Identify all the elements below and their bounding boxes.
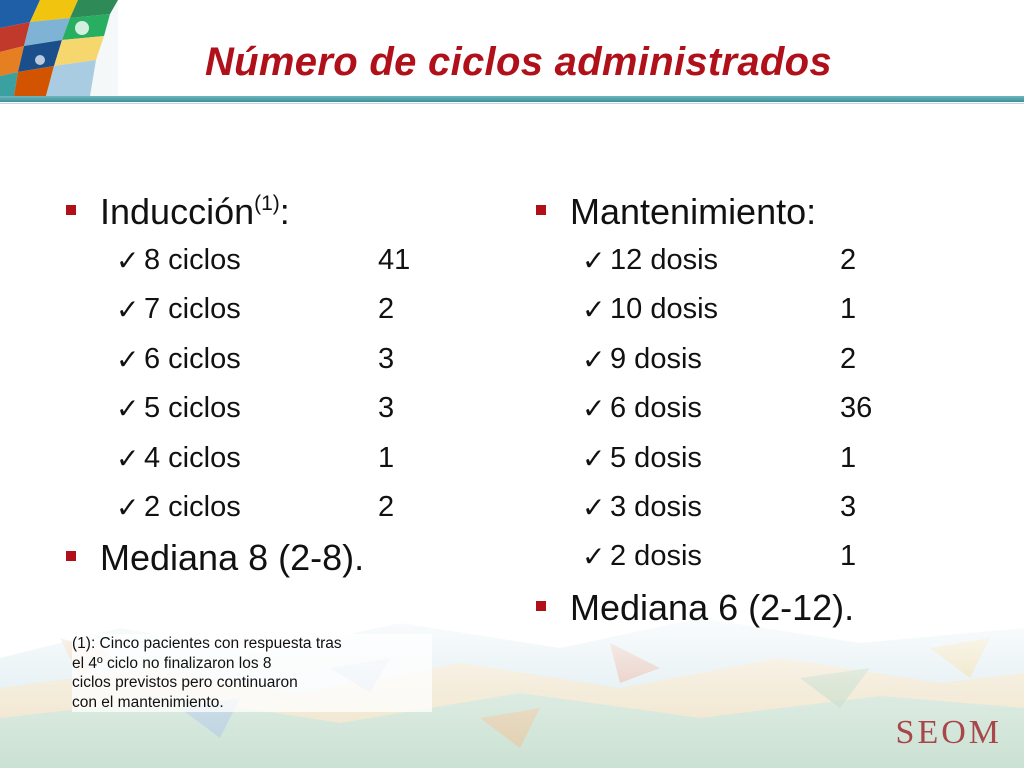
checkmark-icon: ✓ (116, 491, 140, 523)
item-label: 7 ciclos (144, 293, 241, 326)
checkmark-icon: ✓ (116, 442, 140, 474)
induction-median-text: Mediana 8 (2-8). (100, 537, 365, 579)
seom-logo: SEOM (895, 714, 1002, 751)
maintenance-heading-label: Mantenimiento: (570, 191, 817, 232)
mosaic-logo-icon (0, 0, 118, 96)
list-item (116, 434, 395, 483)
induction-list (116, 236, 411, 532)
list-item (116, 335, 395, 384)
footnote-line: el 4º ciclo no finalizaron los 8 (72, 654, 272, 672)
item-value: 2 (378, 293, 395, 326)
list-item (582, 483, 857, 532)
square-bullet-icon (66, 205, 76, 215)
item-label: 3 dosis (610, 490, 702, 523)
footnote-line: ciclos previstos pero continuaron (72, 674, 298, 691)
checkmark-icon: ✓ (582, 491, 606, 523)
item-label: 4 ciclos (144, 441, 241, 474)
checkmark-icon: ✓ (116, 245, 140, 276)
induction-column (62, 188, 411, 582)
list-item (582, 236, 857, 285)
maintenance-list (582, 236, 873, 582)
item-label: 5 ciclos (144, 392, 241, 425)
list-item (116, 483, 395, 532)
maintenance-column (532, 188, 873, 632)
checkmark-icon: ✓ (582, 541, 606, 573)
list-item (582, 434, 857, 483)
item-value: 1 (378, 441, 395, 474)
item-label: 8 ciclos (144, 244, 241, 276)
item-label: 9 dosis (610, 342, 702, 375)
item-label: 5 dosis (610, 441, 702, 474)
item-label: 12 dosis (610, 244, 719, 276)
item-value: 3 (840, 490, 857, 523)
slide-title: Número de ciclos administrados (205, 40, 832, 84)
maintenance-median (532, 584, 854, 632)
item-label: 2 ciclos (144, 490, 241, 523)
list-item (116, 285, 395, 334)
maintenance-median-text: Mediana 6 (2-12). (570, 586, 855, 628)
induction-heading-label: Inducción (100, 191, 255, 232)
item-label: 2 dosis (610, 540, 702, 573)
list-item (116, 236, 411, 285)
item-value: 2 (378, 490, 395, 523)
maintenance-heading (532, 188, 854, 236)
footnote-line: con el mantenimiento. (72, 693, 224, 711)
item-value: 2 (840, 244, 857, 276)
checkmark-icon: ✓ (582, 245, 606, 276)
footnote (72, 634, 432, 712)
list-item (582, 335, 857, 384)
checkmark-icon: ✓ (582, 343, 606, 375)
checkmark-icon: ✓ (582, 294, 606, 326)
item-value: 3 (378, 342, 395, 375)
title-divider (0, 96, 1024, 102)
item-value: 3 (378, 392, 395, 425)
list-item (582, 384, 873, 433)
checkmark-icon: ✓ (582, 442, 606, 474)
square-bullet-icon (66, 551, 76, 561)
list-item (582, 532, 857, 581)
item-value: 1 (840, 540, 857, 573)
footnote-ref: (1) (254, 192, 280, 215)
item-value: 1 (840, 293, 857, 326)
item-label: 10 dosis (610, 293, 719, 326)
item-value: 2 (840, 342, 857, 375)
checkmark-icon: ✓ (116, 393, 140, 425)
list-item (582, 285, 857, 334)
heading-colon: : (279, 191, 290, 232)
checkmark-icon: ✓ (116, 294, 140, 326)
item-label: 6 ciclos (144, 342, 241, 375)
square-bullet-icon (536, 601, 546, 611)
induction-heading (62, 188, 364, 236)
checkmark-icon: ✓ (116, 343, 140, 375)
item-value: 1 (840, 441, 857, 474)
title-divider-thin (0, 103, 1024, 104)
checkmark-icon: ✓ (582, 393, 606, 425)
item-label: 6 dosis (610, 392, 702, 425)
item-value: 36 (840, 392, 873, 425)
induction-median (62, 534, 364, 582)
list-item (116, 384, 395, 433)
square-bullet-icon (536, 205, 546, 215)
footnote-line: (1): Cinco pacientes con respuesta tras (72, 635, 342, 652)
item-value: 41 (378, 244, 411, 276)
